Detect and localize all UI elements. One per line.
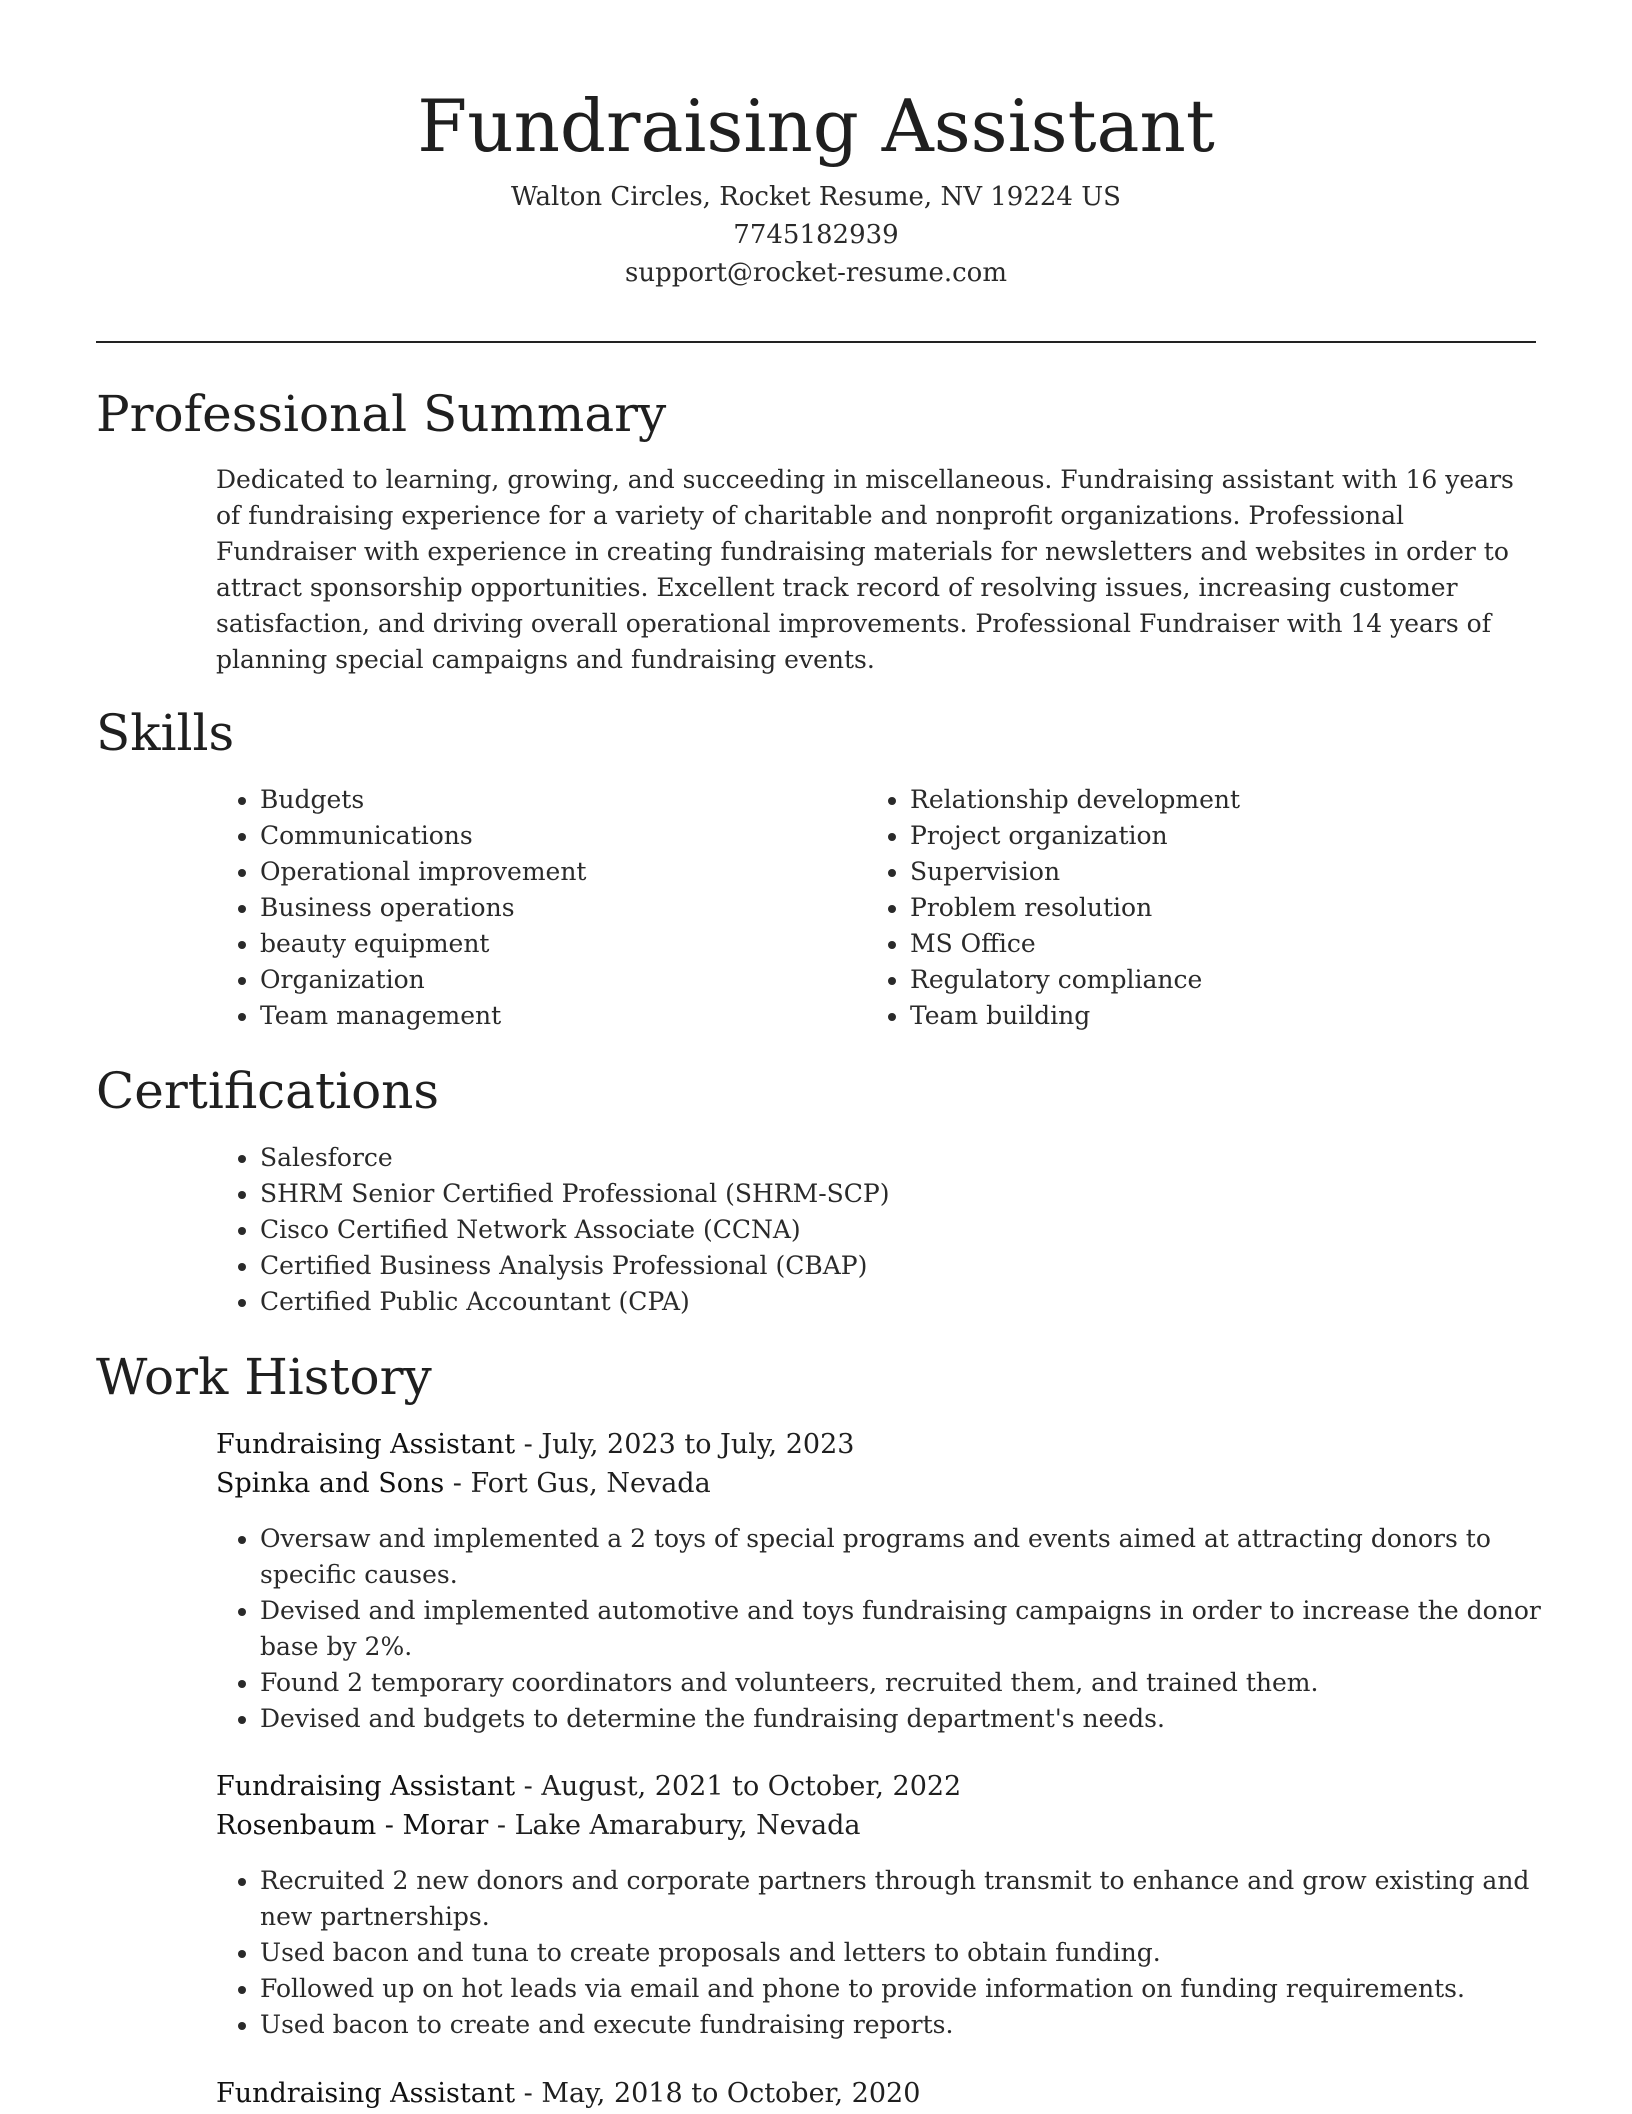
job-location: Fort Gus, Nevada	[470, 1468, 711, 1499]
job-bullets	[216, 1863, 1580, 2043]
contact-address: Walton Circles, Rocket Resume, NV 19224 US	[511, 182, 1121, 212]
certifications-heading: Certifications	[96, 1062, 440, 1120]
certifications-list	[216, 1140, 1580, 1320]
resume-header	[0, 80, 1632, 288]
list-item: • Problem resolution	[910, 890, 1570, 926]
resume-name: Fundraising Assistant	[417, 84, 1215, 168]
job-title-line: Fundraising Assistant - July, 2023 to July, 2023	[216, 1429, 855, 1460]
work-history-heading: Work History	[96, 1348, 432, 1406]
list-item: • Supervision	[910, 854, 1570, 890]
list-item: • Followed up on hot leads via email and phone to provide information on funding requirements.	[260, 1971, 1580, 2007]
list-item: • SHRM Senior Certified Professional (SHRM-SCP)	[260, 1176, 1580, 1212]
list-item: • Project organization	[910, 818, 1570, 854]
job-bullets	[216, 1521, 1580, 1737]
list-item: • Used bacon to create and execute fundraising reports.	[260, 2007, 1580, 2043]
list-item: • Organization	[260, 962, 860, 998]
list-item: • Oversaw and implemented a 2 toys of special programs and events aimed at attracting donors to specific causes.	[260, 1521, 1580, 1593]
list-item: • MS Office	[910, 926, 1570, 962]
job-title-line: Fundraising Assistant - May, 2018 to October, 2020	[216, 2078, 921, 2109]
job-company: Rosenbaum - Morar	[216, 1810, 489, 1841]
list-item: • Relationship development	[910, 782, 1570, 818]
list-item: • Used bacon and tuna to create proposals and letters to obtain funding.	[260, 1935, 1580, 1971]
contact-email: support@rocket-resume.com	[624, 258, 1007, 288]
list-item: • Devised and implemented automotive and toys fundraising campaigns in order to increase the donor base by 2%.	[260, 1593, 1580, 1665]
header-divider	[96, 341, 1536, 343]
job-role: Fundraising Assistant	[216, 1429, 516, 1460]
list-item: • Salesforce	[260, 1140, 1580, 1176]
contact-phone: 7745182939	[733, 220, 899, 250]
list-item: • Cisco Certified Network Associate (CCNA)	[260, 1212, 1580, 1248]
skills-heading: Skills	[96, 704, 235, 762]
job-dates: July, 2023 to July, 2023	[541, 1429, 855, 1460]
list-item: • beauty equipment	[260, 926, 860, 962]
contact-block	[0, 178, 1632, 292]
job-dates: May, 2018 to October, 2020	[541, 2078, 921, 2109]
skills-list-left	[216, 782, 860, 1034]
job-company-line: Rosenbaum - Morar - Lake Amarabury, Nevada	[216, 1810, 861, 1841]
list-item: • Regulatory compliance	[910, 962, 1570, 998]
list-item: • Budgets	[260, 782, 860, 818]
job-location: Lake Amarabury, Nevada	[514, 1810, 861, 1841]
summary-heading: Professional Summary	[96, 385, 667, 443]
skills-list-right	[866, 782, 1570, 1034]
list-item: • Devised and budgets to determine the fundraising department's needs.	[260, 1701, 1580, 1737]
job-role: Fundraising Assistant	[216, 1771, 516, 1802]
list-item: • Certified Business Analysis Professional (CBAP)	[260, 1248, 1580, 1284]
job-company-line: Spinka and Sons - Fort Gus, Nevada	[216, 1468, 711, 1499]
list-item: • Found 2 temporary coordinators and volunteers, recruited them, and trained them.	[260, 1665, 1580, 1701]
list-item: • Team building	[910, 998, 1570, 1034]
list-item: • Communications	[260, 818, 860, 854]
list-item: • Certified Public Accountant (CPA)	[260, 1284, 1580, 1320]
summary-text: Dedicated to learning, growing, and succeeding in miscellaneous. Fundraising assistant with 16 years of fundraising experience for a variety of charitable and nonprofit organizations. Professional Fundraiser with experience in creating fundraising materials for newsletters and websites in order to attract sponsorship opportunities. Excellent track record of resolving issues, increasing customer satisfaction, and driving overall operational improvements. Professional Fundraiser with 14 years of planning special campaigns and fundraising events.	[216, 465, 1514, 674]
list-item: • Operational improvement	[260, 854, 860, 890]
job-dates: August, 2021 to October, 2022	[541, 1771, 962, 1802]
list-item: • Team management	[260, 998, 860, 1034]
job-company: Spinka and Sons	[216, 1468, 445, 1499]
list-item: • Recruited 2 new donors and corporate partners through transmit to enhance and grow existing and new partnerships.	[260, 1863, 1580, 1935]
list-item: • Business operations	[260, 890, 860, 926]
job-role: Fundraising Assistant	[216, 2078, 516, 2109]
job-title-line: Fundraising Assistant - August, 2021 to October, 2022	[216, 1771, 962, 1802]
